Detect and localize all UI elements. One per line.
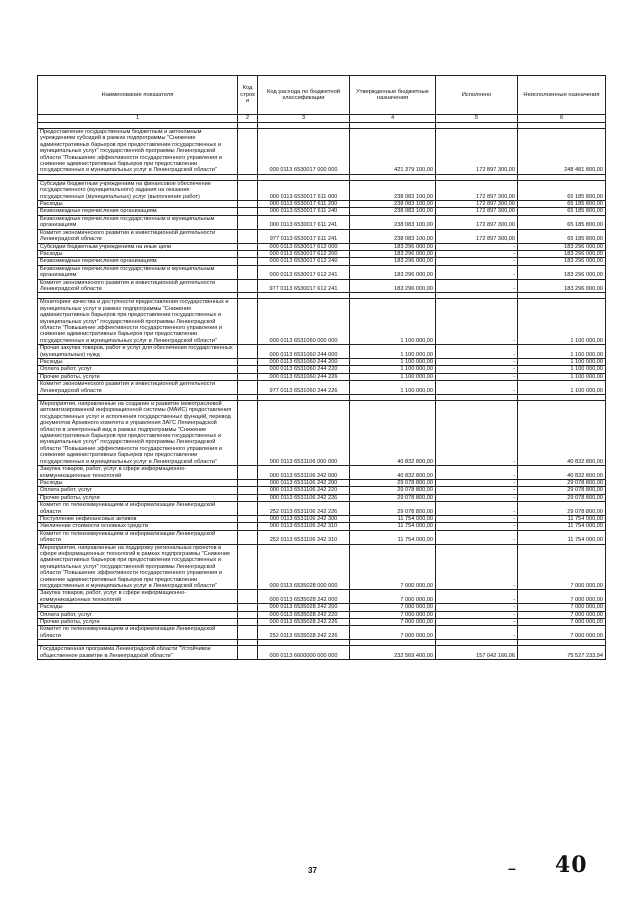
row-name: Комитет экономического развития и инвестиционной деятельности Ленинградской области (38, 381, 238, 395)
row-approved: 7 000 000,00 (350, 626, 436, 640)
row-budget-code: 000 0113 6600000 000 000 (258, 646, 350, 660)
row-approved: 7 000 000,00 (350, 544, 436, 590)
row-remaining: 11 754 000,00 (518, 530, 606, 544)
row-name: Расходы (38, 604, 238, 611)
row-executed: - (436, 626, 518, 640)
row-budget-code: 252 0113 6531106 242 310 (258, 530, 350, 544)
row-line-code (238, 544, 258, 590)
row-executed: - (436, 515, 518, 522)
row-name: Безвозмездные перечисления организациям (38, 208, 238, 215)
row-name: Безвозмездные перечисления государственным и муниципальным организациям (38, 265, 238, 279)
row-remaining: 65 185 800,00 (518, 201, 606, 208)
row-budget-code: 000 0113 6535028 242 200 (258, 604, 350, 611)
column-number: 5 (436, 115, 518, 123)
row-executed: 172 897 300,00 (436, 229, 518, 243)
row-executed: - (436, 544, 518, 590)
row-approved: 7 000 000,00 (350, 590, 436, 604)
row-executed: - (436, 279, 518, 293)
row-approved: 7 000 000,00 (350, 611, 436, 618)
row-name: Расходы (38, 479, 238, 486)
row-name: Комитет экономического развития и инвестиционной деятельности Ленинградской области (38, 229, 238, 243)
row-executed: - (436, 250, 518, 257)
row-line-code (238, 502, 258, 516)
row-remaining: 183 296 000,00 (518, 265, 606, 279)
row-budget-code: 000 0113 6535028 242 226 (258, 619, 350, 626)
row-budget-code: 000 0113 6531106 242 310 (258, 523, 350, 530)
table-row (38, 299, 606, 345)
row-approved: 183 296 000,00 (350, 250, 436, 257)
budget-sheet (37, 75, 605, 660)
table-row (38, 626, 606, 640)
row-name: Предоставление государственным бюджетным и автономным учреждениям субсидий в рамках подпрограммы "Снижение административных барьеров при предоставлении государственных и муниципальных услуг" государственной программы Ленинградской области "Повышение эффективности государственного управления и снижение административных барьеров при предоставлении государственных и муниципальных услуг в Ленинградской области" (38, 129, 238, 175)
row-budget-code: 000 0113 6531106 242 300 (258, 515, 350, 522)
table-row (38, 345, 606, 359)
row-remaining: 11 754 000,00 (518, 515, 606, 522)
row-executed: 157 042 166,06 (436, 646, 518, 660)
row-line-code (238, 401, 258, 466)
row-remaining: 1 100 000,00 (518, 359, 606, 366)
row-line-code (238, 487, 258, 494)
row-approved: 1 100 000,00 (350, 366, 436, 373)
row-approved: 11 754 000,00 (350, 530, 436, 544)
row-remaining: 7 000 000,00 (518, 590, 606, 604)
row-remaining: 40 832 800,00 (518, 401, 606, 466)
table-row (38, 258, 606, 265)
row-budget-code: 977 0113 6531060 244 226 (258, 381, 350, 395)
row-budget-code: 000 0113 6535028 242 220 (258, 611, 350, 618)
row-budget-code: 000 0113 6530017 612 000 (258, 243, 350, 250)
column-number: 1 (38, 115, 238, 123)
header-approved: Утвержденные бюджетные назначения (350, 76, 436, 115)
row-executed: 172 897 300,00 (436, 201, 518, 208)
table-row (38, 381, 606, 395)
row-name: Оплата работ, услуг (38, 487, 238, 494)
row-budget-code: 000 0113 6530017 000 000 (258, 129, 350, 175)
row-line-code (238, 129, 258, 175)
row-line-code (238, 359, 258, 366)
row-approved: 7 000 000,00 (350, 619, 436, 626)
page-number: 37 (308, 866, 317, 875)
row-approved: 40 832 800,00 (350, 401, 436, 466)
header-executed: Исполнено (436, 76, 518, 115)
header-line-code: Код строк и (238, 76, 258, 115)
row-budget-code: 000 0113 6530017 612 241 (258, 265, 350, 279)
row-approved: 1 100 000,00 (350, 381, 436, 395)
header-name: Наименование показателя (38, 76, 238, 115)
row-budget-code: 252 0113 6535028 242 226 (258, 626, 350, 640)
column-number: 2 (238, 115, 258, 123)
handwritten-page-number: 40 (555, 852, 588, 878)
row-approved: 1 100 000,00 (350, 345, 436, 359)
row-budget-code: 000 0113 6531106 242 000 (258, 466, 350, 480)
row-remaining: 183 296 000,00 (518, 243, 606, 250)
row-name: Оплата работ, услуг (38, 611, 238, 618)
table-row (38, 619, 606, 626)
row-remaining: 1 100 000,00 (518, 366, 606, 373)
row-executed: - (436, 401, 518, 466)
row-approved: 1 100 000,00 (350, 299, 436, 345)
row-approved: 421 379 100,00 (350, 129, 436, 175)
table-row (38, 250, 606, 257)
row-remaining: 1 100 000,00 (518, 381, 606, 395)
row-remaining: 75 527 233,94 (518, 646, 606, 660)
header-row (38, 76, 606, 115)
row-name: Закупка товаров, работ, услуг в сфере информационно-коммуникационных технологий (38, 590, 238, 604)
row-name: Государственная программа Ленинградской области "Устойчивое общественное развитие в Ленинградской области" (38, 646, 238, 660)
row-remaining: 183 296 000,00 (518, 279, 606, 293)
row-name: Безвозмездные перечисления государственным и муниципальным организациям (38, 215, 238, 229)
row-name: Прочие работы, услуги (38, 619, 238, 626)
table-row (38, 604, 606, 611)
row-line-code (238, 243, 258, 250)
row-name: Мероприятия, направленные на поддержку региональных проектов в сфере информационных технологий в рамках подпрограммы "Снижение административных барьеров при предоставлении государственных и муниципальных услуг" государственной программы Ленинградской области "Повышение эффективности государственного управления и снижение административных барьеров при предоставлении государственных и муниципальных услуг в Ленинградской области" (38, 544, 238, 590)
table-row (38, 611, 606, 618)
row-approved: 11 754 000,00 (350, 515, 436, 522)
row-line-code (238, 258, 258, 265)
table-row (38, 201, 606, 208)
row-name: Комитет по телекоммуникациям и информатизации Ленинградской области (38, 502, 238, 516)
table-row (38, 646, 606, 660)
row-remaining: 1 100 000,00 (518, 373, 606, 380)
row-line-code (238, 515, 258, 522)
column-number: 3 (258, 115, 350, 123)
table-row (38, 502, 606, 516)
row-name: Комитет по телекоммуникациям и информатизации Ленинградской области (38, 626, 238, 640)
row-executed: - (436, 604, 518, 611)
table-row (38, 515, 606, 522)
row-name: Расходы (38, 359, 238, 366)
row-name: Прочая закупка товаров, работ и услуг для обеспечения государственных (муниципальных) нужд (38, 345, 238, 359)
row-name: Прочие работы, услуги (38, 494, 238, 501)
row-budget-code: 000 0113 6531060 244 220 (258, 366, 350, 373)
row-approved: 7 000 000,00 (350, 604, 436, 611)
row-approved: 238 083 100,00 (350, 215, 436, 229)
row-approved: 238 083 100,00 (350, 208, 436, 215)
row-approved: 29 078 800,00 (350, 494, 436, 501)
row-name: Безвозмездные перечисления организациям (38, 258, 238, 265)
row-executed: - (436, 611, 518, 618)
row-line-code (238, 345, 258, 359)
row-approved: 1 100 000,00 (350, 359, 436, 366)
row-remaining: 29 078 800,00 (518, 487, 606, 494)
row-executed: 172 897 300,00 (436, 215, 518, 229)
row-remaining: 65 185 800,00 (518, 180, 606, 200)
row-approved: 238 083 100,00 (350, 201, 436, 208)
row-remaining: 7 000 000,00 (518, 626, 606, 640)
row-budget-code: 000 0113 6530017 611 000 (258, 180, 350, 200)
row-name: Комитет экономического развития и инвестиционной деятельности Ленинградской области (38, 279, 238, 293)
column-number: 6 (518, 115, 606, 123)
table-row (38, 590, 606, 604)
row-executed: - (436, 523, 518, 530)
row-budget-code: 000 0113 6530017 612 200 (258, 250, 350, 257)
row-remaining: 183 296 000,00 (518, 250, 606, 257)
row-executed: - (436, 345, 518, 359)
row-budget-code: 252 0113 6531106 242 226 (258, 502, 350, 516)
row-remaining: 65 185 800,00 (518, 215, 606, 229)
row-line-code (238, 208, 258, 215)
row-budget-code: 000 0113 6531060 244 000 (258, 345, 350, 359)
row-executed: - (436, 258, 518, 265)
row-line-code (238, 604, 258, 611)
column-number: 4 (350, 115, 436, 123)
row-executed: - (436, 366, 518, 373)
row-line-code (238, 180, 258, 200)
row-budget-code: 000 0113 6531106 000 000 (258, 401, 350, 466)
row-executed: - (436, 299, 518, 345)
row-approved: 183 296 000,00 (350, 243, 436, 250)
row-approved: 232 569 400,00 (350, 646, 436, 660)
row-line-code (238, 201, 258, 208)
row-remaining: 65 185 800,00 (518, 229, 606, 243)
row-budget-code: 000 0113 6531060 244 226 (258, 373, 350, 380)
row-line-code (238, 366, 258, 373)
row-executed: - (436, 373, 518, 380)
table-row (38, 530, 606, 544)
row-line-code (238, 299, 258, 345)
row-line-code (238, 279, 258, 293)
row-line-code (238, 265, 258, 279)
table-row (38, 479, 606, 486)
row-budget-code: 977 0113 6530017 612 241 (258, 279, 350, 293)
row-budget-code: 977 0113 6530017 611 241 (258, 229, 350, 243)
row-line-code (238, 250, 258, 257)
row-name: Закупка товаров, работ, услуг в сфере информационно-коммуникационных технологий (38, 466, 238, 480)
row-executed: - (436, 494, 518, 501)
row-approved: 29 078 800,00 (350, 487, 436, 494)
table-row (38, 373, 606, 380)
row-approved: 11 754 000,00 (350, 523, 436, 530)
table-row (38, 265, 606, 279)
row-line-code (238, 523, 258, 530)
row-line-code (238, 466, 258, 480)
row-line-code (238, 611, 258, 618)
row-executed: - (436, 466, 518, 480)
table-row (38, 180, 606, 200)
row-name: Прочие работы, услуги (38, 373, 238, 380)
row-name: Увеличение стоимости основных средств (38, 523, 238, 530)
table-row (38, 243, 606, 250)
row-remaining: 7 000 000,00 (518, 544, 606, 590)
table-row (38, 279, 606, 293)
row-budget-code: 000 0113 6530017 611 200 (258, 201, 350, 208)
row-budget-code: 000 0113 6531060 244 200 (258, 359, 350, 366)
row-line-code (238, 590, 258, 604)
table-row (38, 494, 606, 501)
row-line-code (238, 646, 258, 660)
row-budget-code: 000 0113 6531106 242 200 (258, 479, 350, 486)
row-name: Мониторинг качества и доступности предоставления государственных и муниципальных услуг в рамках подпрограммы "Снижение административных барьеров при предоставлении государственных и муниципальных услуг" государственной программы Ленинградской области "Повышение эффективности государственного управления и снижение административных барьеров при предоставлении государственных и муниципальных услуг в Ленинградской области" (38, 299, 238, 345)
row-line-code (238, 229, 258, 243)
row-remaining: 29 078 800,00 (518, 479, 606, 486)
row-line-code (238, 626, 258, 640)
row-executed: - (436, 619, 518, 626)
row-remaining: 1 100 000,00 (518, 345, 606, 359)
row-executed: - (436, 479, 518, 486)
row-approved: 183 296 000,00 (350, 265, 436, 279)
table-row (38, 487, 606, 494)
row-remaining: 7 000 000,00 (518, 604, 606, 611)
row-executed: - (436, 243, 518, 250)
row-budget-code: 000 0113 6531106 242 226 (258, 494, 350, 501)
row-name: Комитет по телекоммуникациям и информатизации Ленинградской области (38, 530, 238, 544)
header-budget-code: Код расхода по бюджетной классификации (258, 76, 350, 115)
table-row (38, 129, 606, 175)
row-executed: - (436, 381, 518, 395)
row-remaining: 1 100 000,00 (518, 299, 606, 345)
row-remaining: 183 296 000,00 (518, 258, 606, 265)
row-remaining: 7 000 000,00 (518, 611, 606, 618)
row-remaining: 40 832 800,00 (518, 466, 606, 480)
row-executed: - (436, 265, 518, 279)
row-name: Субсидии бюджетным учреждениям на иные цели (38, 243, 238, 250)
table-row (38, 466, 606, 480)
row-budget-code: 000 0113 6530017 612 240 (258, 258, 350, 265)
table-row (38, 215, 606, 229)
row-name: Оплата работ, услуг (38, 366, 238, 373)
row-remaining: 29 078 800,00 (518, 502, 606, 516)
footer-dash: – (508, 860, 516, 876)
row-executed: 172 897 300,00 (436, 208, 518, 215)
row-approved: 29 078 800,00 (350, 479, 436, 486)
row-line-code (238, 494, 258, 501)
row-budget-code: 000 0113 6535028 000 000 (258, 544, 350, 590)
row-name: Субсидии бюджетным учреждениям на финансовое обеспечение государственного (муниципального) задания на оказание государственных (муниципальных) услуг (выполнение работ) (38, 180, 238, 200)
row-remaining: 29 078 800,00 (518, 494, 606, 501)
table-row (38, 401, 606, 466)
row-name: Мероприятия, направленные на создание и развитие межотраслевой автоматизированной информационной системы (МАИС) предоставления государственных услуг и исполнения государственных функций, перевод документов Архивного комитета и управления ЗАГС Ленинградской области в электронный вид в рамках подпрограммы "Снижение административных барьеров при предоставлении государственных и муниципальных услуг" государственной программы Ленинградской области "Повышение эффективности государственного управления и снижение административных барьеров при предоставлении государственных и муниципальных услуг в Ленинградской области" (38, 401, 238, 466)
table-row (38, 544, 606, 590)
row-line-code (238, 619, 258, 626)
row-approved: 183 296 000,00 (350, 258, 436, 265)
row-budget-code: 000 0113 6531060 000 000 (258, 299, 350, 345)
row-executed: 172 897 300,00 (436, 129, 518, 175)
row-line-code (238, 479, 258, 486)
row-line-code (238, 530, 258, 544)
column-number-row (38, 115, 606, 123)
row-approved: 183 296 000,00 (350, 279, 436, 293)
row-budget-code: 000 0113 6530017 611 240 (258, 208, 350, 215)
row-approved: 238 083 100,00 (350, 180, 436, 200)
table-row (38, 523, 606, 530)
row-budget-code: 000 0113 6535028 242 000 (258, 590, 350, 604)
row-name: Расходы (38, 201, 238, 208)
table-row (38, 359, 606, 366)
row-name: Расходы (38, 250, 238, 257)
row-budget-code: 000 0113 6531106 242 220 (258, 487, 350, 494)
row-line-code (238, 381, 258, 395)
table-row (38, 229, 606, 243)
row-line-code (238, 373, 258, 380)
row-executed: 172 897 300,00 (436, 180, 518, 200)
row-approved: 29 078 800,00 (350, 502, 436, 516)
row-remaining: 11 754 000,00 (518, 523, 606, 530)
row-remaining: 248 481 800,00 (518, 129, 606, 175)
row-executed: - (436, 590, 518, 604)
budget-table (37, 75, 606, 660)
row-approved: 40 832 800,00 (350, 466, 436, 480)
row-executed: - (436, 502, 518, 516)
row-budget-code: 000 0113 6530017 611 241 (258, 215, 350, 229)
row-name: Поступление нефинансовых активов (38, 515, 238, 522)
table-row (38, 208, 606, 215)
row-approved: 238 083 100,00 (350, 229, 436, 243)
row-remaining: 7 000 000,00 (518, 619, 606, 626)
row-executed: - (436, 487, 518, 494)
row-remaining: 65 185 800,00 (518, 208, 606, 215)
row-executed: - (436, 359, 518, 366)
row-line-code (238, 215, 258, 229)
header-remaining: Неисполненные назначения (518, 76, 606, 115)
table-body (38, 123, 606, 660)
table-row (38, 366, 606, 373)
row-approved: 1 100 000,00 (350, 373, 436, 380)
row-executed: - (436, 530, 518, 544)
